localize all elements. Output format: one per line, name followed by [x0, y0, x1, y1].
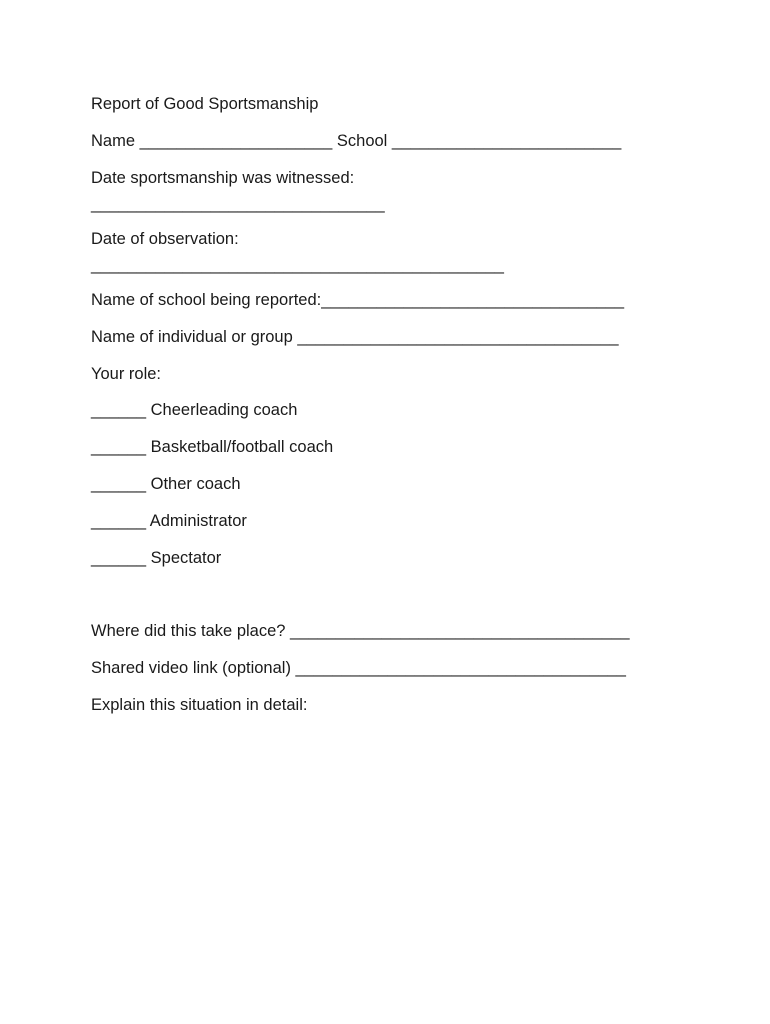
role-option-administrator: ______ Administrator	[91, 512, 247, 530]
role-label: Your role:	[91, 365, 162, 383]
role-option-basketball-football: ______ Basketball/football coach	[91, 438, 334, 456]
role-option-other-coach: ______ Other coach	[91, 475, 241, 493]
date-observation-blank: _____________________________________________	[91, 256, 504, 274]
location-row: Where did this take place? _____________________________________	[91, 622, 630, 640]
individual-group-row: Name of individual or group ___________________________________	[91, 328, 619, 346]
explain-label: Explain this situation in detail:	[91, 696, 308, 714]
school-reported-row: Name of school being reported:_________________________________	[91, 291, 625, 309]
role-option-cheerleading: ______ Cheerleading coach	[91, 401, 298, 419]
date-witnessed-blank: ________________________________	[91, 195, 385, 213]
date-witnessed-label: Date sportsmanship was witnessed:	[91, 169, 355, 187]
name-school-row: Name _____________________ School _________________________	[91, 132, 622, 150]
date-observation-label: Date of observation:	[91, 230, 239, 248]
video-link-row: Shared video link (optional) ____________________________________	[91, 659, 626, 677]
form-title: Report of Good Sportsmanship	[91, 95, 319, 113]
role-option-spectator: ______ Spectator	[91, 549, 222, 567]
